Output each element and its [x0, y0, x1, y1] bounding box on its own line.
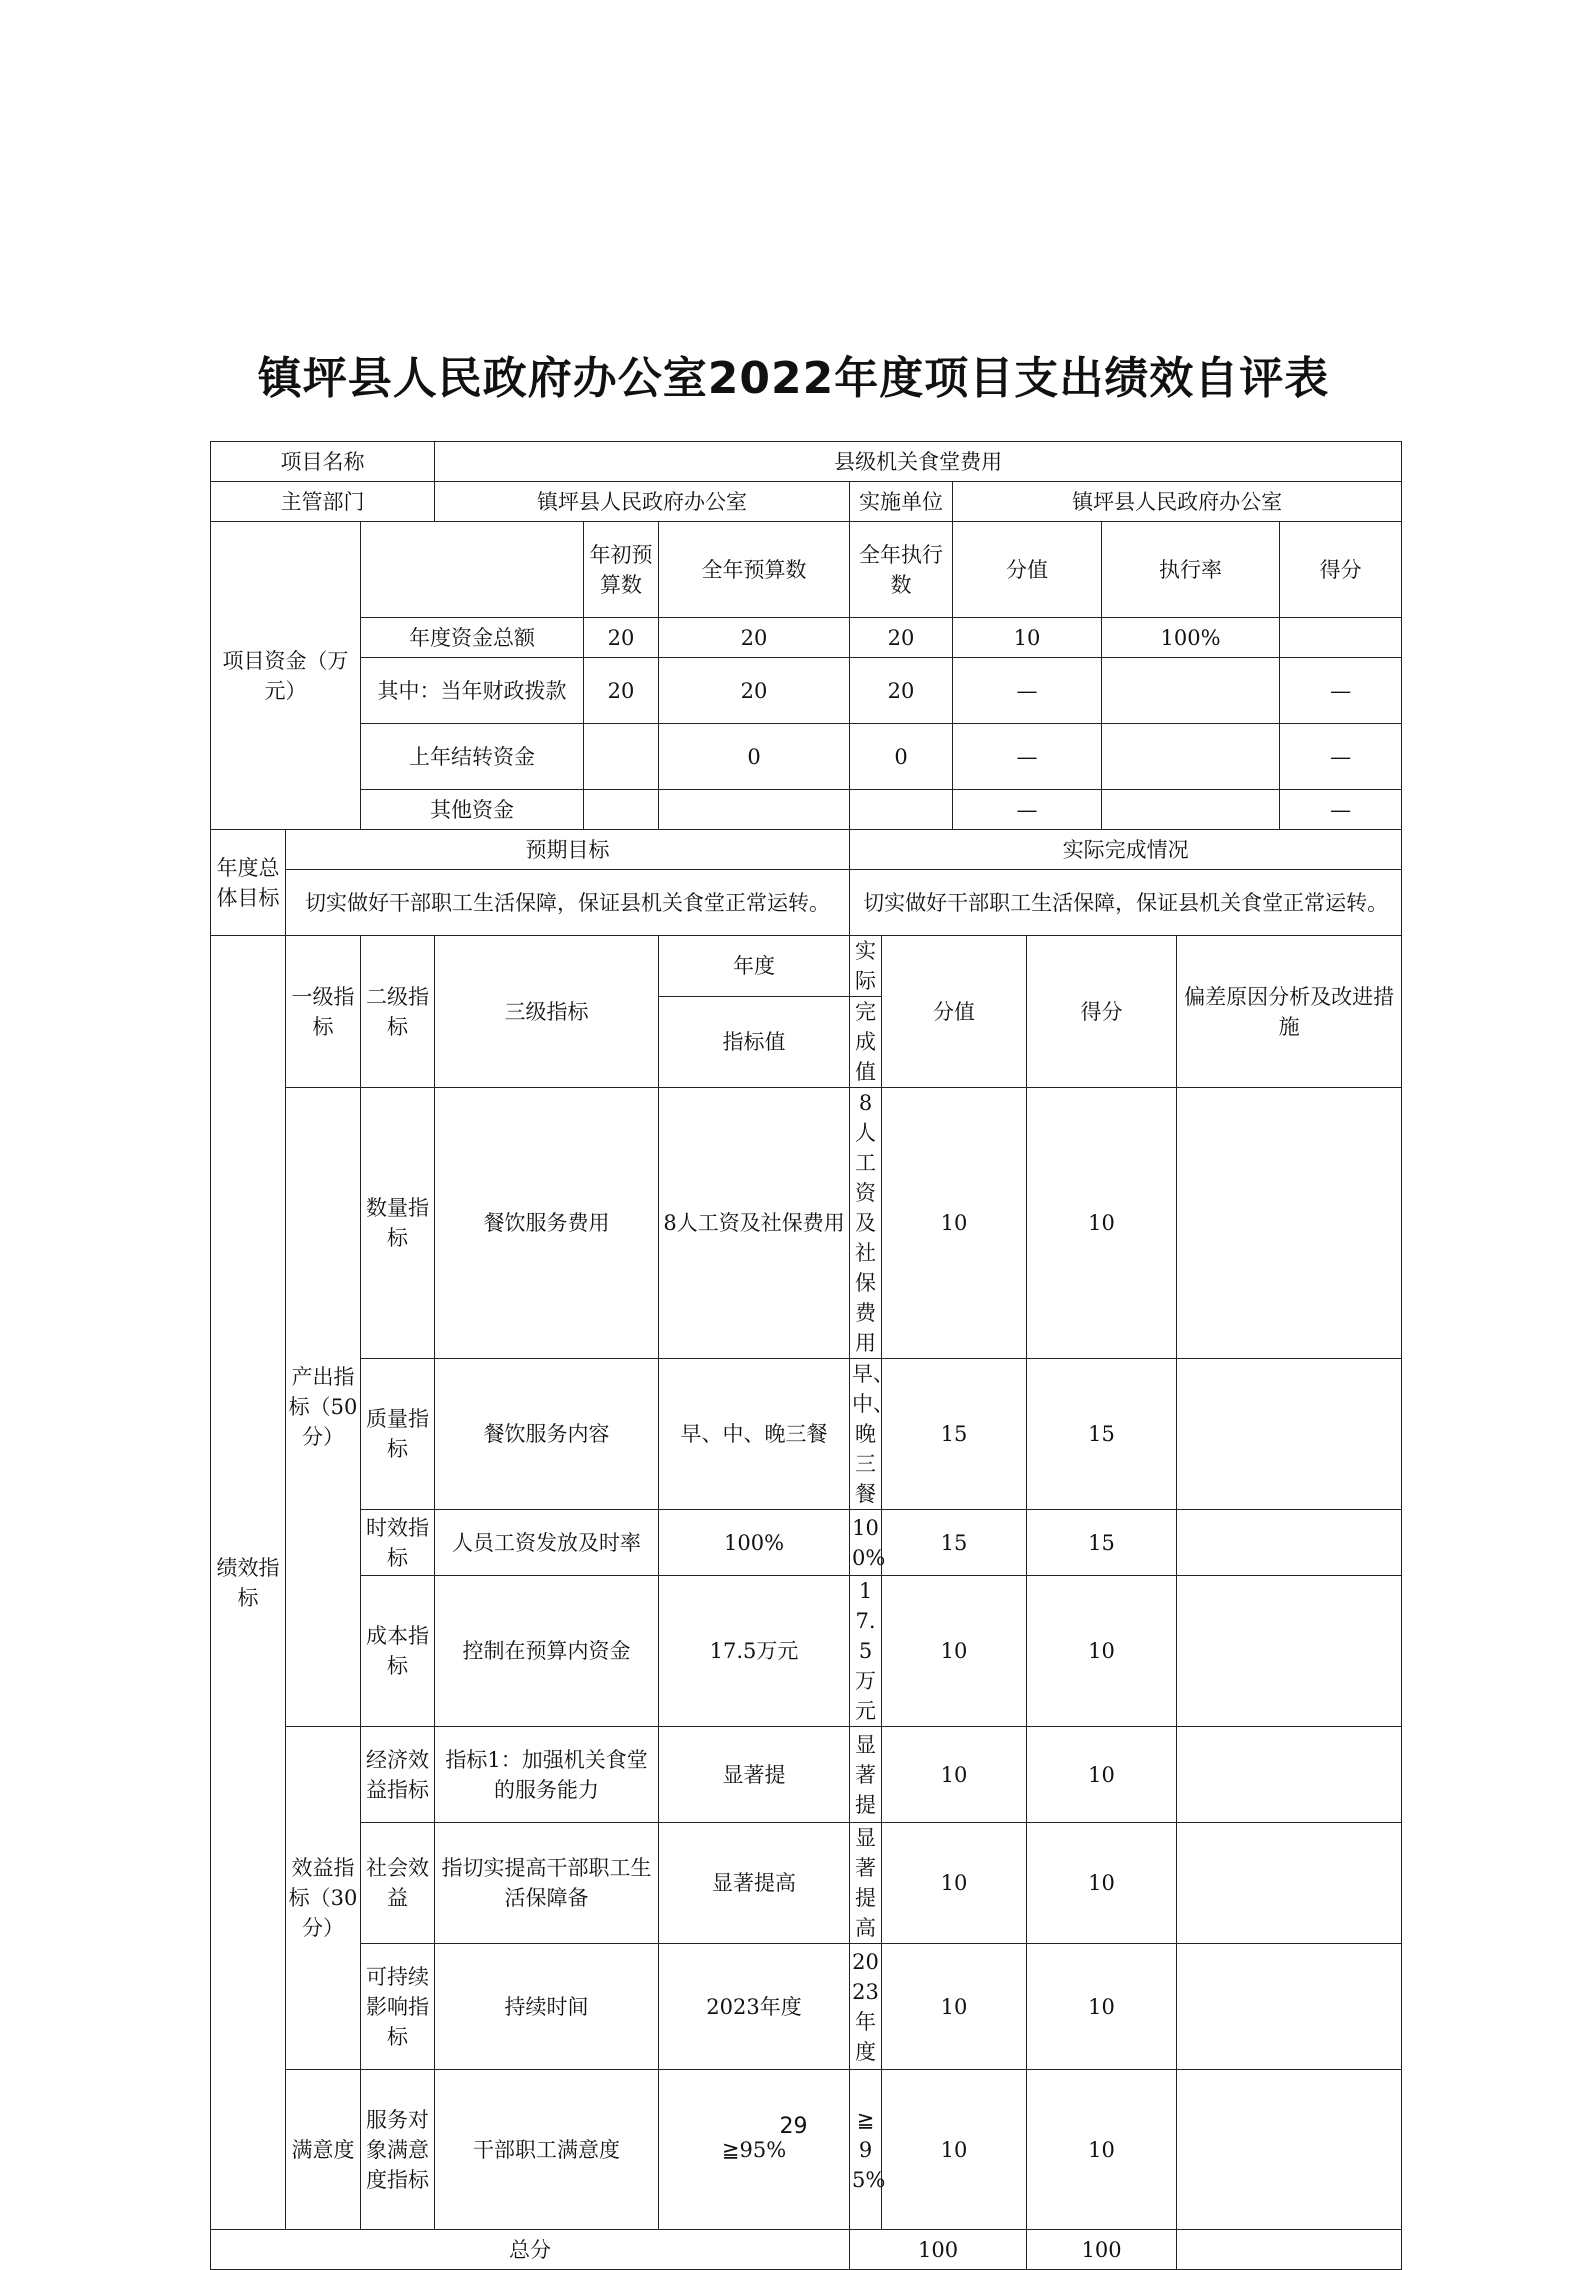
deviation-cell — [1177, 1510, 1402, 1576]
deviation-cell — [1177, 1944, 1402, 2070]
funds-row-label: 上年结转资金 — [361, 724, 584, 790]
funds-executed: 20 — [850, 618, 953, 658]
actual-header-top: 实际 — [850, 936, 882, 997]
total-row — [211, 2230, 1402, 2270]
actual-goal-text: 切实做好干部职工生活保障，保证县机关食堂正常运转。 — [850, 870, 1402, 936]
ind-score-cell: 10 — [1027, 1727, 1177, 1823]
funds-score — [1280, 618, 1402, 658]
expected-goal-label: 预期目标 — [286, 830, 850, 870]
ind-score-cell: 10 — [1027, 1944, 1177, 2070]
indicator-row — [211, 1088, 1402, 1359]
funds-initial — [584, 724, 659, 790]
actual-cell: 早、中、晚三餐 — [850, 1359, 882, 1510]
ind-score-cell: 10 — [1027, 1088, 1177, 1359]
actual-cell: 显著提 — [850, 1727, 882, 1823]
level3-header: 三级指标 — [435, 936, 659, 1088]
level3-cell: 控制在预算内资金 — [435, 1576, 659, 1727]
ind-value-cell: 10 — [882, 1576, 1027, 1727]
target-cell: 8人工资及社保费用 — [659, 1088, 850, 1359]
funds-row-label: 其中：当年财政拨款 — [361, 658, 584, 724]
funds-initial — [584, 790, 659, 830]
deviation-cell — [1177, 1359, 1402, 1510]
funds-executed: 0 — [850, 724, 953, 790]
goals-content-row — [211, 870, 1402, 936]
initial-budget-header: 年初预算数 — [584, 522, 659, 618]
funds-value: 10 — [953, 618, 1102, 658]
page-number: 29 — [779, 2114, 808, 2139]
deviation-cell — [1177, 1576, 1402, 1727]
target-cell: 早、中、晚三餐 — [659, 1359, 850, 1510]
ind-value-header: 分值 — [882, 936, 1027, 1088]
ind-value-cell: 10 — [882, 2070, 1027, 2230]
funds-annual: 20 — [659, 618, 850, 658]
actual-goal-label: 实际完成情况 — [850, 830, 1402, 870]
indicator-row — [211, 1576, 1402, 1727]
actual-cell: 2023年度 — [850, 1944, 882, 2070]
annual-header: 年度 — [659, 936, 850, 997]
actual-cell: 显著提高 — [850, 1823, 882, 1944]
funds-initial: 20 — [584, 658, 659, 724]
level2-cell: 可持续影响指标 — [361, 1944, 435, 2070]
ind-score-cell: 15 — [1027, 1359, 1177, 1510]
level2-cell: 质量指标 — [361, 1359, 435, 1510]
total-score: 100 — [1027, 2230, 1177, 2270]
level3-cell: 人员工资发放及时率 — [435, 1510, 659, 1576]
project-name-value: 县级机关食堂费用 — [435, 442, 1402, 482]
project-name-row — [211, 442, 1402, 482]
department-row — [211, 482, 1402, 522]
deviation-cell — [1177, 1727, 1402, 1823]
level1-header: 一级指标 — [286, 936, 361, 1088]
indicators-header-row-1 — [211, 936, 1402, 997]
ind-score-cell: 10 — [1027, 1823, 1177, 1944]
target-cell: 17.5万元 — [659, 1576, 850, 1727]
indicators-label: 绩效指标 — [211, 936, 286, 2230]
funds-rate — [1102, 658, 1280, 724]
funds-header-blank — [361, 522, 584, 618]
indicator-row — [211, 1510, 1402, 1576]
funds-initial: 20 — [584, 618, 659, 658]
funds-score: — — [1280, 658, 1402, 724]
funds-label: 项目资金（万元） — [211, 522, 361, 830]
score-header: 得分 — [1280, 522, 1402, 618]
dept-label: 主管部门 — [211, 482, 435, 522]
ind-value-cell: 10 — [882, 1727, 1027, 1823]
funds-annual: 20 — [659, 658, 850, 724]
funds-value: — — [953, 658, 1102, 724]
funds-row — [211, 618, 1402, 658]
level3-cell: 餐饮服务内容 — [435, 1359, 659, 1510]
score-value-header: 分值 — [953, 522, 1102, 618]
indicator-row — [211, 2070, 1402, 2230]
executed-header: 全年执行数 — [850, 522, 953, 618]
level1-cell: 满意度 — [286, 2070, 361, 2230]
deviation-cell — [1177, 1088, 1402, 1359]
target-cell: 100% — [659, 1510, 850, 1576]
indicator-row — [211, 1944, 1402, 2070]
funds-row-label: 年度资金总额 — [361, 618, 584, 658]
funds-executed: 20 — [850, 658, 953, 724]
actual-header-bottom: 完成值 — [850, 997, 882, 1088]
ind-value-cell: 10 — [882, 1088, 1027, 1359]
funds-rate: 100% — [1102, 618, 1280, 658]
ind-score-cell: 10 — [1027, 2070, 1177, 2230]
funds-score: — — [1280, 790, 1402, 830]
ind-value-cell: 10 — [882, 1823, 1027, 1944]
annual-budget-header: 全年预算数 — [659, 522, 850, 618]
funds-score: — — [1280, 724, 1402, 790]
ind-value-cell: 10 — [882, 1944, 1027, 2070]
ind-score-header: 得分 — [1027, 936, 1177, 1088]
level1-cell: 产出指标（50分） — [286, 1088, 361, 1727]
funds-row — [211, 658, 1402, 724]
total-value: 100 — [850, 2230, 1027, 2270]
funds-row — [211, 790, 1402, 830]
level2-cell: 经济效益指标 — [361, 1727, 435, 1823]
deviation-cell — [1177, 1823, 1402, 1944]
ind-value-cell: 15 — [882, 1359, 1027, 1510]
level2-cell: 成本指标 — [361, 1576, 435, 1727]
project-name-label: 项目名称 — [211, 442, 435, 482]
funds-rate — [1102, 790, 1280, 830]
level3-cell: 持续时间 — [435, 1944, 659, 2070]
level2-cell: 服务对象满意度指标 — [361, 2070, 435, 2230]
performance-table — [210, 441, 1402, 2270]
level2-cell: 数量指标 — [361, 1088, 435, 1359]
funds-value: — — [953, 790, 1102, 830]
level2-header: 二级指标 — [361, 936, 435, 1088]
indicator-row — [211, 1359, 1402, 1510]
funds-row-label: 其他资金 — [361, 790, 584, 830]
ind-score-cell: 15 — [1027, 1510, 1177, 1576]
level2-cell: 时效指标 — [361, 1510, 435, 1576]
level3-cell: 指标1：加强机关食堂的服务能力 — [435, 1727, 659, 1823]
target-cell: 显著提高 — [659, 1823, 850, 1944]
expected-goal-text: 切实做好干部职工生活保障，保证县机关食堂正常运转。 — [286, 870, 850, 936]
target-cell: 显著提 — [659, 1727, 850, 1823]
funds-executed — [850, 790, 953, 830]
dept-value: 镇坪县人民政府办公室 — [435, 482, 850, 522]
total-label: 总分 — [211, 2230, 850, 2270]
impl-value: 镇坪县人民政府办公室 — [953, 482, 1402, 522]
deviation-header: 偏差原因分析及改进措施 — [1177, 936, 1402, 1088]
total-deviation — [1177, 2230, 1402, 2270]
target-header: 指标值 — [659, 997, 850, 1088]
goals-label: 年度总体目标 — [211, 830, 286, 936]
funds-rate — [1102, 724, 1280, 790]
level3-cell: 指切实提高干部职工生活保障备 — [435, 1823, 659, 1944]
ind-value-cell: 15 — [882, 1510, 1027, 1576]
indicator-row — [211, 1727, 1402, 1823]
page-title: 镇坪县人民政府办公室2022年度项目支出绩效自评表 — [257, 353, 1330, 404]
actual-cell: 100% — [850, 1510, 882, 1576]
goals-header-row — [211, 830, 1402, 870]
actual-cell: 8人工资及社保费用 — [850, 1088, 882, 1359]
deviation-cell — [1177, 2070, 1402, 2230]
funds-annual — [659, 790, 850, 830]
exec-rate-header: 执行率 — [1102, 522, 1280, 618]
impl-label: 实施单位 — [850, 482, 953, 522]
actual-cell: ≧95% — [850, 2070, 882, 2230]
funds-row — [211, 724, 1402, 790]
indicator-row — [211, 1823, 1402, 1944]
funds-value: — — [953, 724, 1102, 790]
target-cell: 2023年度 — [659, 1944, 850, 2070]
target-cell: ≧95% — [659, 2070, 850, 2230]
funds-annual: 0 — [659, 724, 850, 790]
funds-header-row — [211, 522, 1402, 618]
level3-cell: 餐饮服务费用 — [435, 1088, 659, 1359]
ind-score-cell: 10 — [1027, 1576, 1177, 1727]
level3-cell: 干部职工满意度 — [435, 2070, 659, 2230]
level2-cell: 社会效益 — [361, 1823, 435, 1944]
actual-cell: 17.5万元 — [850, 1576, 882, 1727]
level1-cell: 效益指标（30分） — [286, 1727, 361, 2070]
